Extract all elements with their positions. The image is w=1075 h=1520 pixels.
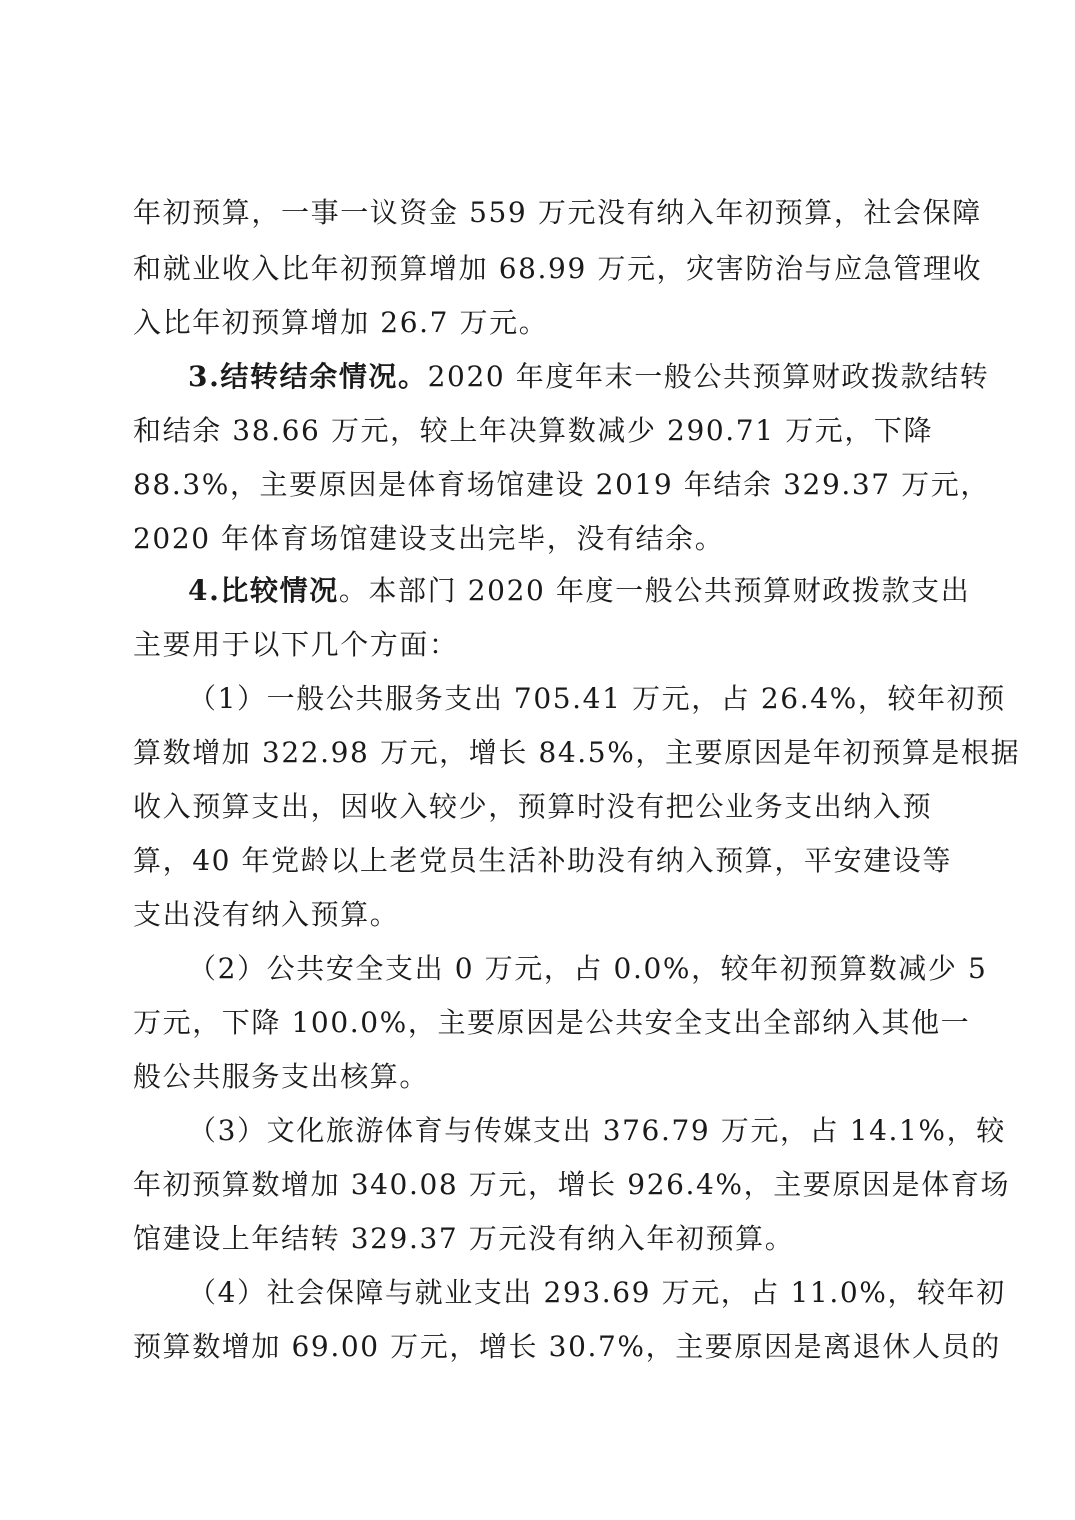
paragraph-line: （1）一般公共服务支出 705.41 万元，占 26.4%，较年初预 bbox=[188, 682, 1006, 715]
paragraph-line: 般公共服务支出核算。 bbox=[133, 1060, 430, 1093]
paragraph-line: 入比年初预算增加 26.7 万元。 bbox=[133, 306, 549, 339]
paragraph-line: 2020 年体育场馆建设支出完毕，没有结余。 bbox=[133, 522, 725, 555]
section-3-line: 3.结转结余情况。2020 年度年末一般公共预算财政拨款结转 bbox=[188, 360, 990, 393]
paragraph-line: 万元，下降 100.0%，主要原因是公共安全支出全部纳入其他一 bbox=[133, 1006, 971, 1039]
section-4-heading: 4.比较情况 bbox=[188, 574, 339, 607]
paragraph-line: 收入预算支出，因收入较少，预算时没有把公业务支出纳入预 bbox=[133, 790, 933, 823]
paragraph-line: 88.3%，主要原因是体育场馆建设 2019 年结余 329.37 万元， bbox=[133, 468, 990, 501]
paragraph-line: 年初预算数增加 340.08 万元，增长 926.4%，主要原因是体育场 bbox=[133, 1168, 1011, 1201]
paragraph-line: 馆建设上年结转 329.37 万元没有纳入年初预算。 bbox=[133, 1222, 795, 1255]
paragraph-line: 和就业收入比年初预算增加 68.99 万元，灾害防治与应急管理收 bbox=[133, 252, 983, 285]
paragraph-line: （4）社会保障与就业支出 293.69 万元，占 11.0%，较年初 bbox=[188, 1276, 1006, 1309]
paragraph-line: 年初预算，一事一议资金 559 万元没有纳入年初预算，社会保障 bbox=[133, 196, 982, 229]
paragraph-line: 和结余 38.66 万元，较上年决算数减少 290.71 万元，下降 bbox=[133, 414, 934, 447]
paragraph-line: （3）文化旅游体育与传媒支出 376.79 万元，占 14.1%，较 bbox=[188, 1114, 1006, 1147]
paragraph-line: （2）公共安全支出 0 万元，占 0.0%，较年初预算数减少 5 bbox=[188, 952, 988, 985]
paragraph-line: 预算数增加 69.00 万元，增长 30.7%，主要原因是离退休人员的 bbox=[133, 1330, 1001, 1363]
paragraph-line: 主要用于以下几个方面： bbox=[133, 628, 459, 661]
section-4-text: 。本部门 2020 年度一般公共预算财政拨款支出 bbox=[338, 574, 971, 607]
paragraph-line: 支出没有纳入预算。 bbox=[133, 898, 400, 931]
paragraph-line: 算数增加 322.98 万元，增长 84.5%，主要原因是年初预算是根据 bbox=[133, 736, 1021, 769]
section-4-line bbox=[188, 574, 970, 608]
section-3-text: 2020 年度年末一般公共预算财政拨款结转 bbox=[427, 360, 990, 393]
section-3-heading: 3.结转结余情况 bbox=[188, 360, 399, 393]
paragraph-line: 算，40 年党龄以上老党员生活补助没有纳入预算，平安建设等 bbox=[133, 844, 952, 877]
